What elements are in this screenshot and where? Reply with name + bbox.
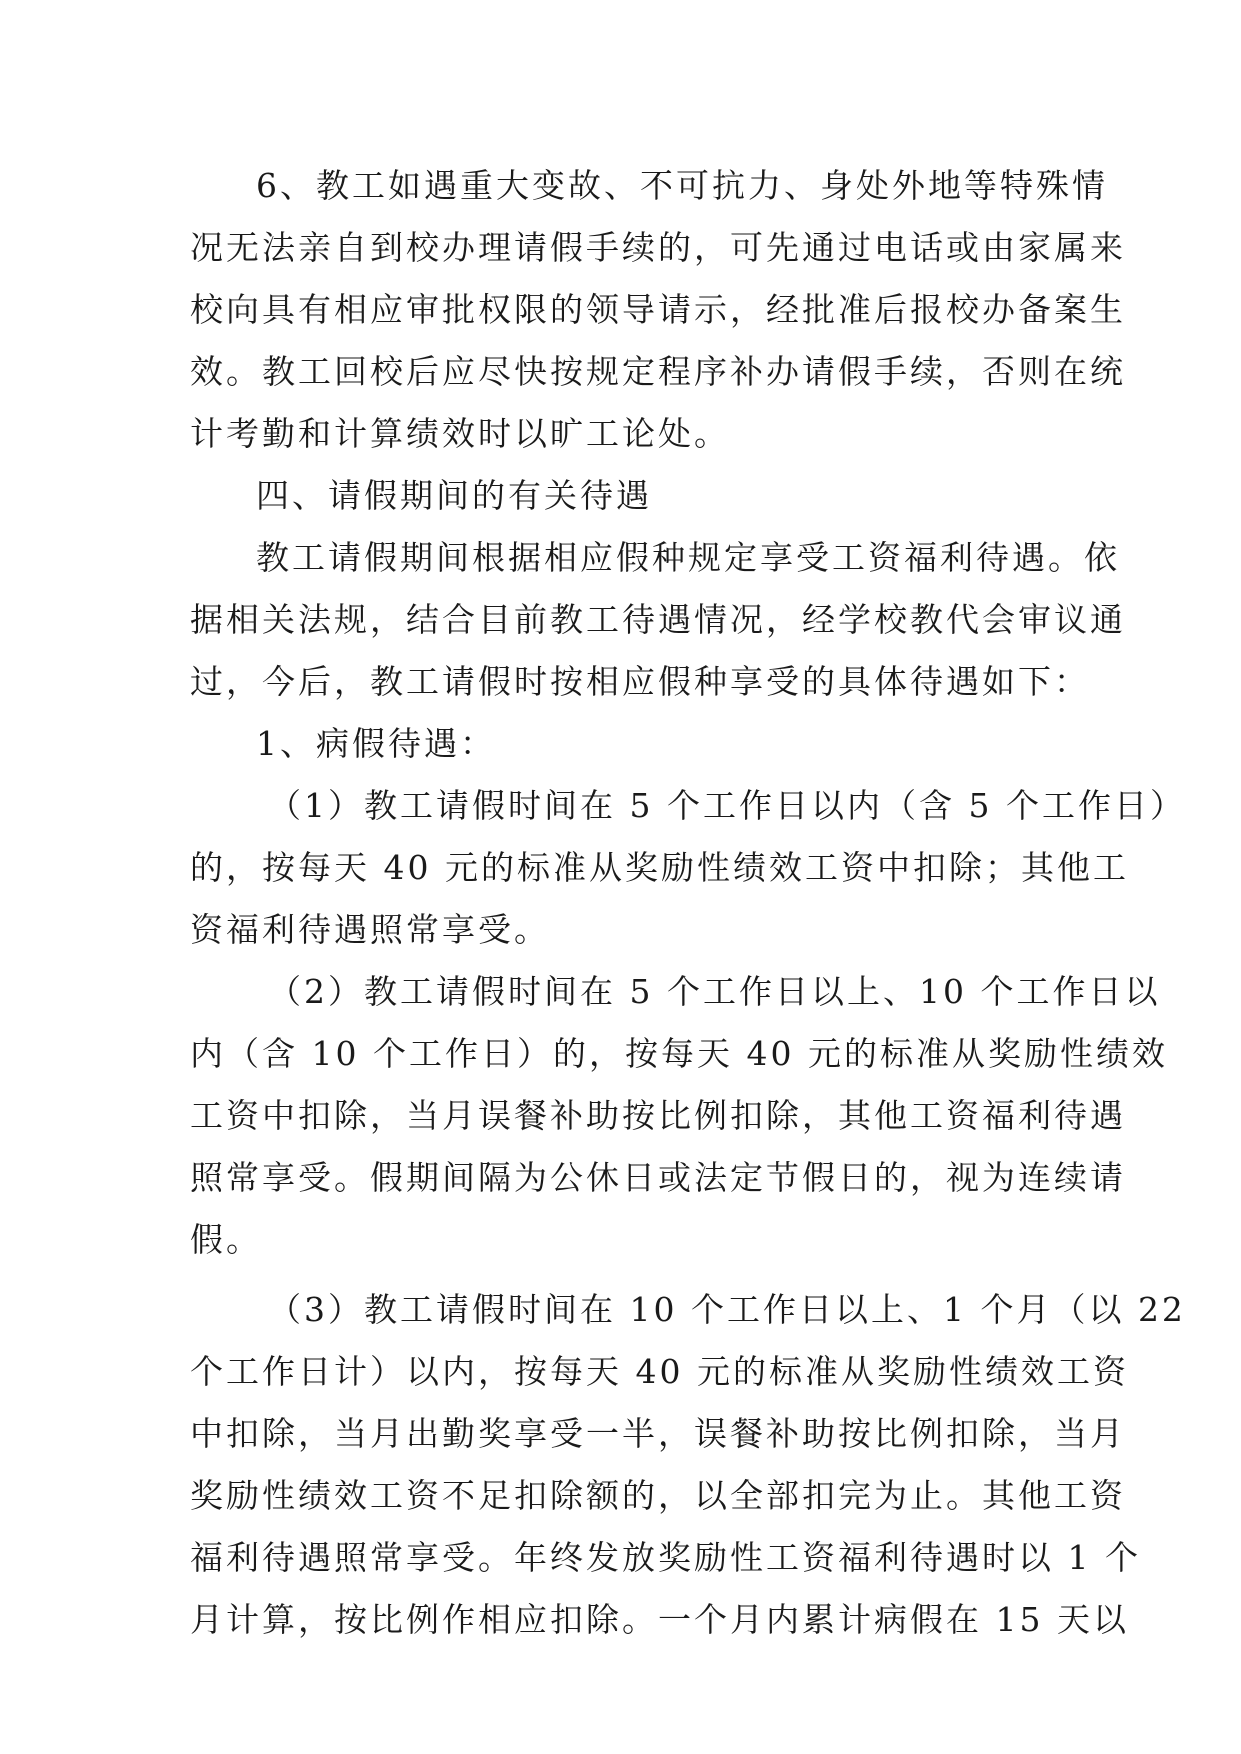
paragraph-item-6-line-2: 况无法亲自到校办理请假手续的，可先通过电话或由家属来 — [190, 228, 1126, 267]
clause-1-line-2: 的，按每天 40 元的标准从奖励性绩效工资中扣除；其他工 — [190, 848, 1129, 887]
paragraph-item-6-line-4: 效。教工回校后应尽快按规定程序补办请假手续，否则在统 — [190, 352, 1126, 391]
paragraph-intro-line-2: 据相关法规，结合目前教工待遇情况，经学校教代会审议通 — [190, 600, 1126, 639]
clause-3-line-5: 福利待遇照常享受。年终发放奖励性工资福利待遇时以 1 个 — [190, 1538, 1141, 1577]
clause-2-line-1: （2）教工请假时间在 5 个工作日以上、10 个工作日以 — [268, 972, 1161, 1011]
clause-3-line-4: 奖励性绩效工资不足扣除额的，以全部扣完为止。其他工资 — [190, 1476, 1126, 1515]
clause-3-line-2: 个工作日计）以内，按每天 40 元的标准从奖励性绩效工资 — [190, 1352, 1129, 1391]
clause-3-line-3: 中扣除，当月出勤奖享受一半，误餐补助按比例扣除，当月 — [190, 1414, 1126, 1453]
clause-1-line-3: 资福利待遇照常享受。 — [190, 910, 550, 949]
paragraph-item-6-line-5: 计考勤和计算绩效时以旷工论处。 — [190, 414, 730, 453]
clause-3-line-1: （3）教工请假时间在 10 个工作日以上、1 个月（以 22 — [268, 1290, 1186, 1329]
clause-2-line-5: 假。 — [190, 1220, 262, 1259]
clause-2-line-4: 照常享受。假期间隔为公休日或法定节假日的，视为连续请 — [190, 1158, 1126, 1197]
subheading-sick-leave: 1、病假待遇： — [256, 724, 496, 763]
paragraph-item-6-line-3: 校向具有相应审批权限的领导请示，经批准后报校办备案生 — [190, 290, 1126, 329]
document-body — [190, 155, 1186, 1651]
clause-3-line-6: 月计算，按比例作相应扣除。一个月内累计病假在 15 天以 — [190, 1600, 1129, 1639]
paragraph-intro-line-3: 过，今后，教工请假时按相应假种享受的具体待遇如下： — [190, 662, 1090, 701]
clause-2-line-3: 工资中扣除，当月误餐补助按比例扣除，其他工资福利待遇 — [190, 1096, 1126, 1135]
clause-1-line-1: （1）教工请假时间在 5 个工作日以内（含 5 个工作日） — [268, 786, 1186, 825]
clause-2-line-2: 内（含 10 个工作日）的，按每天 40 元的标准从奖励性绩效 — [190, 1034, 1168, 1073]
section-heading-4: 四、请假期间的有关待遇 — [256, 476, 652, 515]
paragraph-item-6-line-1: 6、教工如遇重大变故、不可抗力、身处外地等特殊情 — [256, 166, 1108, 205]
paragraph-intro-line-1: 教工请假期间根据相应假种规定享受工资福利待遇。依 — [256, 538, 1120, 577]
